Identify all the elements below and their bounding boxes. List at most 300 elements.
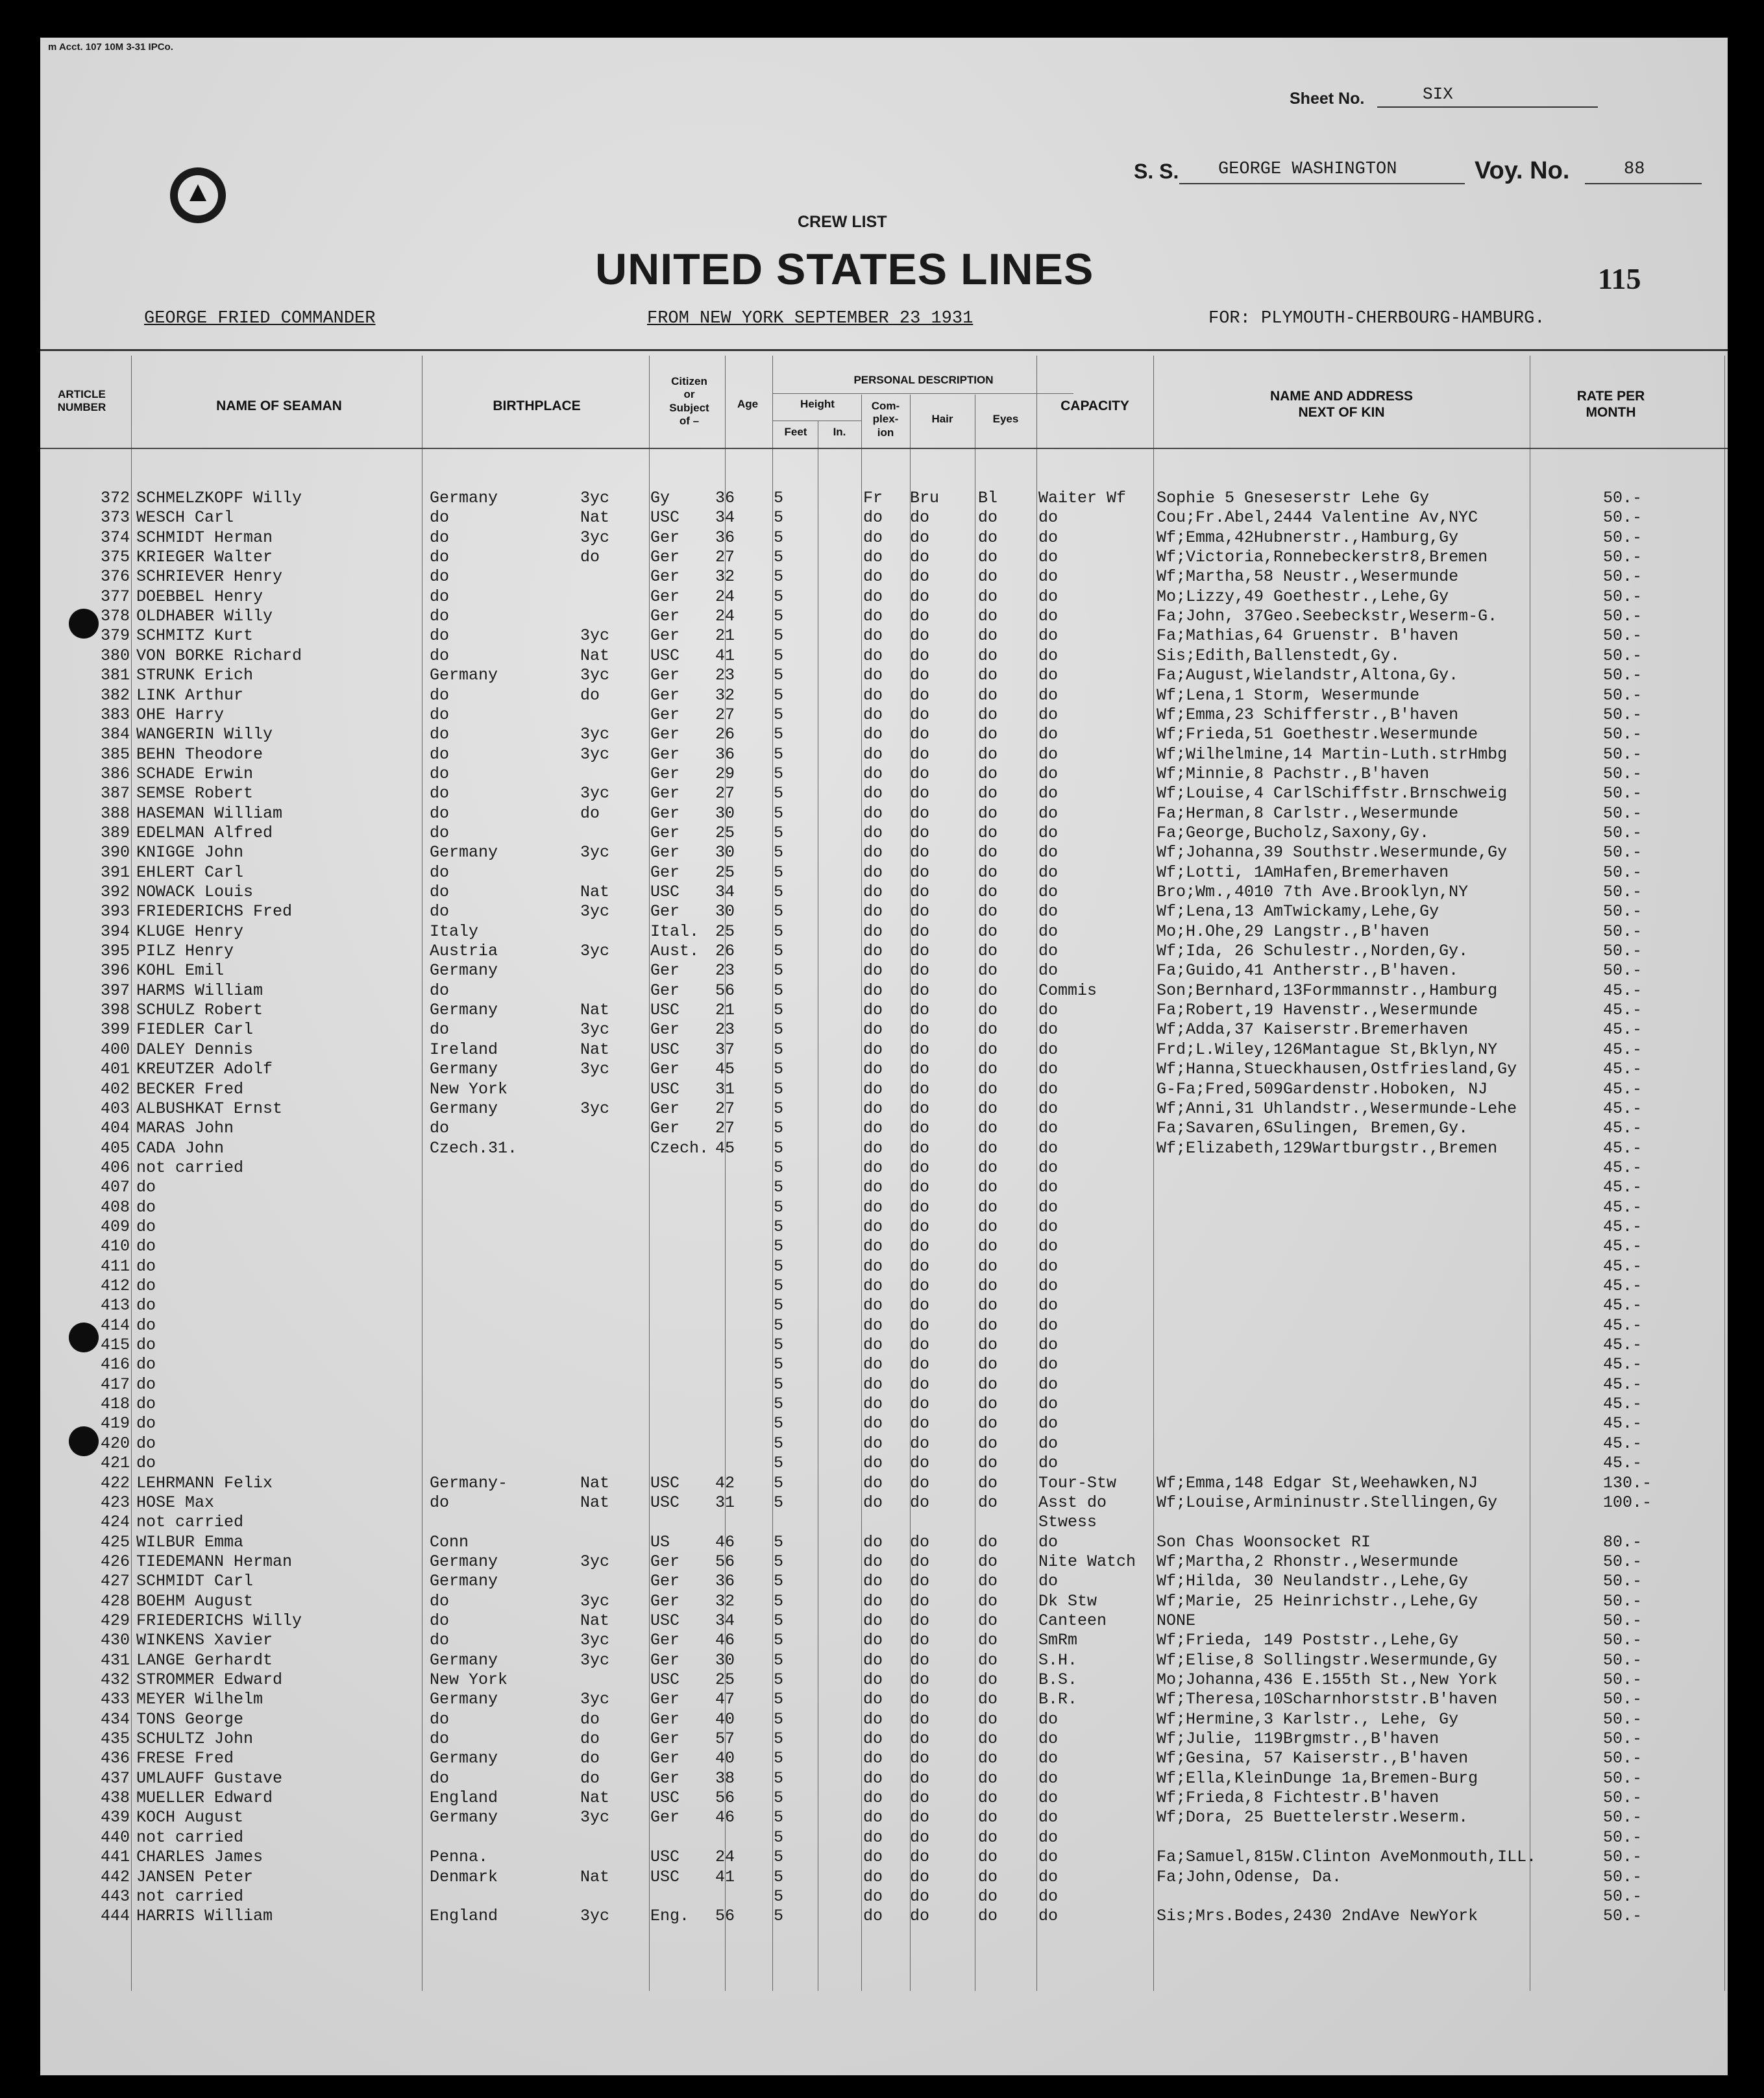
complexion: do: [863, 1079, 883, 1099]
eyes: do: [978, 1197, 998, 1217]
seaman-name: CADA John: [136, 1138, 225, 1158]
table-row: [40, 804, 1728, 823]
rate-per-month: 50.-: [1603, 1788, 1643, 1808]
eyes: do: [978, 1217, 998, 1236]
table-row: [40, 508, 1728, 528]
age: 27: [715, 784, 735, 803]
article-number: 414: [100, 1315, 130, 1335]
table-row: [40, 1690, 1728, 1709]
height-feet: 5: [774, 1336, 784, 1355]
height-feet: 5: [774, 921, 784, 941]
height-feet: 5: [774, 666, 784, 685]
complexion: do: [863, 626, 883, 646]
complexion: do: [863, 1611, 883, 1630]
rate-per-month: 45.-: [1603, 1079, 1643, 1099]
complexion: do: [863, 1060, 883, 1079]
rate-per-month: 50.-: [1603, 725, 1643, 744]
article-number: 429: [100, 1611, 130, 1630]
citizenship: USC: [650, 508, 680, 528]
table-row: [40, 1237, 1728, 1256]
complexion: do: [863, 1454, 883, 1473]
rate-per-month: 45.-: [1603, 1315, 1643, 1335]
citizenship: Ger: [650, 803, 680, 823]
hair: do: [910, 1709, 930, 1729]
height-feet: 5: [774, 1079, 784, 1099]
seaman-name: SCHRIEVER Henry: [136, 567, 283, 587]
next-of-kin: Wf;Lena,13 AmTwickamy,Lehe,Gy: [1157, 902, 1439, 921]
seaman-name: DOEBBEL Henry: [136, 587, 263, 606]
age: 40: [715, 1749, 735, 1768]
height-feet: 5: [774, 1670, 784, 1689]
height-feet: 5: [774, 646, 784, 665]
complexion: do: [863, 1256, 883, 1276]
article-number: 386: [100, 764, 130, 783]
complexion: do: [863, 1001, 883, 1020]
eyes: do: [978, 764, 998, 783]
birthplace: do: [430, 764, 450, 783]
next-of-kin: Cou;Fr.Abel,2444 Valentine Av,NYC: [1157, 508, 1478, 528]
hair: do: [910, 1433, 930, 1453]
capacity: do: [1038, 1197, 1059, 1217]
height-feet: 5: [774, 626, 784, 646]
citizenship: Ger: [650, 607, 680, 626]
next-of-kin: G-Fa;Fred,509Gardenstr.Hoboken, NJ: [1157, 1079, 1488, 1099]
rate-per-month: 45.-: [1603, 1355, 1643, 1374]
rate-per-month: 50.-: [1603, 1572, 1643, 1591]
height-feet: 5: [774, 1827, 784, 1847]
sheet-no-label: Sheet No.: [1290, 90, 1365, 108]
table-row: [40, 646, 1728, 666]
rate-per-month: 45.-: [1603, 1374, 1643, 1394]
eyes: do: [978, 1827, 998, 1847]
hair: do: [910, 1729, 930, 1749]
hair: do: [910, 1217, 930, 1236]
complexion: do: [863, 1670, 883, 1689]
rate-per-month: 50.-: [1603, 883, 1643, 901]
height-feet: 5: [774, 1020, 784, 1040]
citizenship: Ger: [650, 1690, 680, 1709]
capacity: do: [1038, 1315, 1059, 1335]
seaman-name: UMLAUFF Gustave: [136, 1768, 283, 1788]
hair: do: [910, 508, 930, 528]
birthplace: do: [430, 685, 450, 705]
page-number: 115: [1598, 262, 1641, 295]
birthplace: Germany: [430, 961, 498, 981]
age: 34: [715, 883, 735, 901]
article-number: 439: [100, 1808, 130, 1827]
next-of-kin: Wf;Frieda,8 Fichtestr.B'haven: [1157, 1788, 1439, 1808]
seaman-name: not carried: [136, 1158, 244, 1177]
height-feet: 5: [774, 1315, 784, 1335]
citizenship: USC: [650, 1473, 680, 1493]
birthplace: Germany: [430, 489, 498, 507]
complexion: do: [863, 1374, 883, 1394]
complexion: do: [863, 1552, 883, 1571]
next-of-kin: Sophie 5 Gneseserstr Lehe Gy: [1157, 489, 1430, 507]
citizenship: Ger: [650, 1650, 680, 1670]
hair: do: [910, 823, 930, 842]
eyes: do: [978, 1158, 998, 1177]
sheet-no-value: SIX: [1423, 84, 1453, 104]
hair: do: [910, 1611, 930, 1630]
eyes: do: [978, 744, 998, 764]
complexion: do: [863, 961, 883, 981]
complexion: do: [863, 1690, 883, 1709]
height-feet: 5: [774, 1296, 784, 1315]
table-row: [40, 666, 1728, 685]
article-number: 379: [100, 626, 130, 646]
next-of-kin: Wf;Julie, 119Brgmstr.,B'haven: [1157, 1729, 1439, 1749]
height-feet: 5: [774, 1907, 784, 1926]
citizenship: Ger: [650, 626, 680, 646]
complexion: do: [863, 1848, 883, 1867]
birthplace: do: [430, 1591, 450, 1611]
table-row: [40, 607, 1728, 626]
complexion: do: [863, 1197, 883, 1217]
article-number: 387: [100, 784, 130, 803]
eyes: do: [978, 921, 998, 941]
capacity: do: [1038, 705, 1059, 724]
height-feet: 5: [774, 1138, 784, 1158]
height-feet: 5: [774, 1867, 784, 1886]
capacity: do: [1038, 803, 1059, 823]
rate-per-month: 50.-: [1603, 803, 1643, 823]
hair: do: [910, 1788, 930, 1808]
crew-list-sheet: [40, 38, 1728, 2075]
complexion: do: [863, 1907, 883, 1926]
hair: do: [910, 803, 930, 823]
height-feet: 5: [774, 1355, 784, 1374]
seaman-name: PILZ Henry: [136, 942, 234, 961]
table-row: [40, 1375, 1728, 1395]
seaman-name: do: [136, 1355, 156, 1374]
table-row: [40, 1572, 1728, 1591]
hair: do: [910, 1867, 930, 1886]
hair: do: [910, 1749, 930, 1768]
next-of-kin: Wf;Hermine,3 Karlstr., Lehe, Gy: [1157, 1709, 1459, 1729]
height-feet: 5: [774, 1690, 784, 1709]
height-feet: 5: [774, 1886, 784, 1906]
rate-per-month: 50.-: [1603, 666, 1643, 685]
article-number: 374: [100, 528, 130, 547]
article-number: 442: [100, 1867, 130, 1886]
rate-per-month: 50.-: [1603, 764, 1643, 783]
age: 56: [715, 1907, 735, 1926]
table-row: [40, 1474, 1728, 1493]
birthplace: New York: [430, 1670, 508, 1689]
eyes: do: [978, 626, 998, 646]
capacity: do: [1038, 1079, 1059, 1099]
seaman-name: do: [136, 1197, 156, 1217]
next-of-kin: Wf;Marie, 25 Heinrichstr.,Lehe,Gy: [1157, 1591, 1478, 1611]
table-row: [40, 1395, 1728, 1414]
birthplace: Germany: [430, 1552, 498, 1571]
hair: do: [910, 1158, 930, 1177]
rate-per-month: 50.-: [1603, 961, 1643, 981]
article-number: 416: [100, 1355, 130, 1374]
age: 25: [715, 862, 735, 882]
capacity: do: [1038, 1040, 1059, 1059]
citizenship: USC: [650, 1079, 680, 1099]
height-feet: 5: [774, 705, 784, 724]
height-feet: 5: [774, 1433, 784, 1453]
citizenship: Ger: [650, 1749, 680, 1768]
complexion: do: [863, 705, 883, 724]
eyes: do: [978, 1591, 998, 1611]
article-number: 433: [100, 1690, 130, 1709]
rate-per-month: 50.-: [1603, 1690, 1643, 1709]
height-feet: 5: [774, 942, 784, 961]
eyes: do: [978, 1020, 998, 1040]
eyes: do: [978, 1631, 998, 1650]
height-feet: 5: [774, 1709, 784, 1729]
age: 57: [715, 1729, 735, 1749]
birthplace: do: [430, 587, 450, 606]
rate-per-month: 80.-: [1603, 1532, 1643, 1552]
height-feet: 5: [774, 1768, 784, 1788]
complexion: do: [863, 981, 883, 1000]
citizenship: Ger: [650, 1552, 680, 1571]
hair: do: [910, 1768, 930, 1788]
birthplace: Ireland: [430, 1040, 498, 1059]
hair: do: [910, 1493, 930, 1512]
hair: do: [910, 862, 930, 882]
age: 40: [715, 1709, 735, 1729]
article-number: 400: [100, 1040, 130, 1059]
age: 32: [715, 567, 735, 587]
complexion: do: [863, 883, 883, 901]
citizenship: Ger: [650, 1808, 680, 1827]
seaman-name: WESCH Carl: [136, 508, 234, 528]
age: 23: [715, 961, 735, 981]
col-complexion: Com- plex- ion: [871, 400, 900, 439]
eyes: do: [978, 1001, 998, 1020]
table-row: [40, 1533, 1728, 1552]
citizenship: Ger: [650, 823, 680, 842]
table-row: [40, 1198, 1728, 1217]
seaman-name: EHLERT Carl: [136, 862, 244, 882]
complexion: do: [863, 784, 883, 803]
eyes: do: [978, 1709, 998, 1729]
naturalization: do: [580, 803, 600, 823]
citizenship: USC: [650, 1001, 680, 1020]
article-number: 444: [100, 1907, 130, 1926]
complexion: do: [863, 1395, 883, 1414]
naturalization: Nat: [580, 883, 610, 901]
naturalization: Nat: [580, 1788, 610, 1808]
complexion: do: [863, 1138, 883, 1158]
height-feet: 5: [774, 1256, 784, 1276]
complexion: do: [863, 1336, 883, 1355]
naturalization: 3yc: [580, 725, 610, 744]
col-personal-description: PERSONAL DESCRIPTION: [853, 374, 994, 386]
age: 30: [715, 803, 735, 823]
complexion: do: [863, 1591, 883, 1611]
hair: do: [910, 764, 930, 783]
height-feet: 5: [774, 1217, 784, 1236]
seaman-name: JANSEN Peter: [136, 1867, 254, 1886]
table-row: [40, 1020, 1728, 1040]
height-feet: 5: [774, 744, 784, 764]
hair: do: [910, 646, 930, 665]
complexion: do: [863, 567, 883, 587]
hair: do: [910, 1650, 930, 1670]
complexion: do: [863, 1020, 883, 1040]
age: 47: [715, 1690, 735, 1709]
hair: do: [910, 1296, 930, 1315]
naturalization: Nat: [580, 1001, 610, 1020]
article-number: 402: [100, 1079, 130, 1099]
eyes: Bl: [978, 489, 998, 507]
article-number: 426: [100, 1552, 130, 1571]
form-number: m Acct. 107 10M 3-31 IPCo.: [48, 42, 173, 53]
birthplace: do: [430, 1611, 450, 1630]
rate-per-month: 50.-: [1603, 921, 1643, 941]
rate-per-month: 50.-: [1603, 1749, 1643, 1768]
birthplace: Germany: [430, 1808, 498, 1827]
table-row: [40, 686, 1728, 705]
subheader-rule: [772, 393, 1073, 394]
rate-per-month: 45.-: [1603, 1433, 1643, 1453]
hair: do: [910, 1178, 930, 1197]
capacity: do: [1038, 1572, 1059, 1591]
age: 24: [715, 607, 735, 626]
age: 38: [715, 1768, 735, 1788]
hair: do: [910, 784, 930, 803]
hair: do: [910, 1119, 930, 1138]
next-of-kin: Wf;Gesina, 57 Kaiserstr.,B'haven: [1157, 1749, 1469, 1768]
article-number: 393: [100, 902, 130, 921]
birthplace: England: [430, 1788, 498, 1808]
eyes: do: [978, 1867, 998, 1886]
eyes: do: [978, 942, 998, 961]
article-number: 392: [100, 883, 130, 901]
age: 31: [715, 1493, 735, 1512]
seaman-name: SEMSE Robert: [136, 784, 254, 803]
eyes: do: [978, 1414, 998, 1433]
capacity: Canteen: [1038, 1611, 1107, 1630]
next-of-kin: Wf;Victoria,Ronnebeckerstr8,Bremen: [1157, 548, 1488, 567]
seaman-name: SCHULZ Robert: [136, 1001, 263, 1020]
article-number: 396: [100, 961, 130, 981]
rate-per-month: 50.-: [1603, 1591, 1643, 1611]
table-row: [40, 764, 1728, 784]
capacity: do: [1038, 626, 1059, 646]
rate-per-month: 50.-: [1603, 1867, 1643, 1886]
seaman-name: VON BORKE Richard: [136, 646, 302, 665]
capacity: Nite Watch: [1038, 1552, 1136, 1571]
age: 24: [715, 587, 735, 606]
hair: do: [910, 1001, 930, 1020]
rate-per-month: 50.-: [1603, 705, 1643, 724]
height-feet: 5: [774, 1374, 784, 1394]
col-hair: Hair: [931, 413, 953, 425]
hair: do: [910, 744, 930, 764]
next-of-kin: Wf;Elizabeth,129Wartburgstr.,Bremen: [1157, 1138, 1498, 1158]
table-row: [40, 626, 1728, 646]
next-of-kin: Fa;Robert,19 Havenstr.,Wesermunde: [1157, 1001, 1478, 1020]
rate-per-month: 50.-: [1603, 1650, 1643, 1670]
seaman-name: HARMS William: [136, 981, 263, 1000]
table-row: [40, 1513, 1728, 1532]
table-row: [40, 1848, 1728, 1867]
next-of-kin: Fa;Guido,41 Antherstr.,B'haven.: [1157, 961, 1459, 981]
article-number: 395: [100, 942, 130, 961]
hair: do: [910, 1256, 930, 1276]
birthplace: do: [430, 803, 450, 823]
eyes: do: [978, 666, 998, 685]
complexion: do: [863, 587, 883, 606]
rate-per-month: 130.-: [1603, 1473, 1652, 1493]
height-feet: 5: [774, 1197, 784, 1217]
seaman-name: SCHMIDT Herman: [136, 528, 273, 547]
complexion: do: [863, 685, 883, 705]
capacity: do: [1038, 1395, 1059, 1414]
capacity: do: [1038, 1374, 1059, 1394]
rate-per-month: 50.-: [1603, 744, 1643, 764]
header-rule: [40, 349, 1728, 351]
article-number: 407: [100, 1178, 130, 1197]
eyes: do: [978, 1060, 998, 1079]
table-row: [40, 548, 1728, 567]
eyes: do: [978, 1276, 998, 1295]
seaman-name: HOSE Max: [136, 1493, 215, 1512]
hair: do: [910, 1414, 930, 1433]
article-number: 403: [100, 1099, 130, 1118]
height-feet: 5: [774, 1414, 784, 1433]
hair: do: [910, 1040, 930, 1059]
height-feet: 5: [774, 1473, 784, 1493]
naturalization: 3yc: [580, 1591, 610, 1611]
age: 31: [715, 1079, 735, 1099]
article-number: 422: [100, 1473, 130, 1493]
eyes: do: [978, 1493, 998, 1512]
birthplace: Germany: [430, 1749, 498, 1768]
article-number: 375: [100, 548, 130, 567]
complexion: do: [863, 1276, 883, 1295]
col-birthplace: BIRTHPLACE: [493, 398, 581, 413]
table-row: [40, 1119, 1728, 1138]
citizenship: USC: [650, 1788, 680, 1808]
seaman-name: LINK Arthur: [136, 685, 244, 705]
height-feet: 5: [774, 1808, 784, 1827]
height-feet: 5: [774, 508, 784, 528]
article-number: 441: [100, 1848, 130, 1867]
capacity: do: [1038, 1433, 1059, 1453]
next-of-kin: Fa;Savaren,6Sulingen, Bremen,Gy.: [1157, 1119, 1469, 1138]
article-number: 391: [100, 862, 130, 882]
rate-per-month: 45.-: [1603, 1276, 1643, 1295]
hair: do: [910, 961, 930, 981]
eyes: do: [978, 1395, 998, 1414]
table-row: [40, 1336, 1728, 1355]
hair: do: [910, 1395, 930, 1414]
next-of-kin: Wf;Johanna,39 Southstr.Wesermunde,Gy: [1157, 843, 1508, 862]
hair: do: [910, 626, 930, 646]
hair: do: [910, 705, 930, 724]
seaman-name: KOHL Emil: [136, 961, 225, 981]
citizenship: Ger: [650, 1768, 680, 1788]
rate-per-month: 50.-: [1603, 626, 1643, 646]
height-feet: 5: [774, 528, 784, 547]
article-number: 390: [100, 843, 130, 862]
rate-per-month: 45.-: [1603, 1158, 1643, 1177]
seaman-name: KREUTZER Adolf: [136, 1060, 273, 1079]
capacity: do: [1038, 1768, 1059, 1788]
seaman-name: STRUNK Erich: [136, 666, 254, 685]
table-row: [40, 1493, 1728, 1513]
seaman-name: SCHMIDT Carl: [136, 1572, 254, 1591]
